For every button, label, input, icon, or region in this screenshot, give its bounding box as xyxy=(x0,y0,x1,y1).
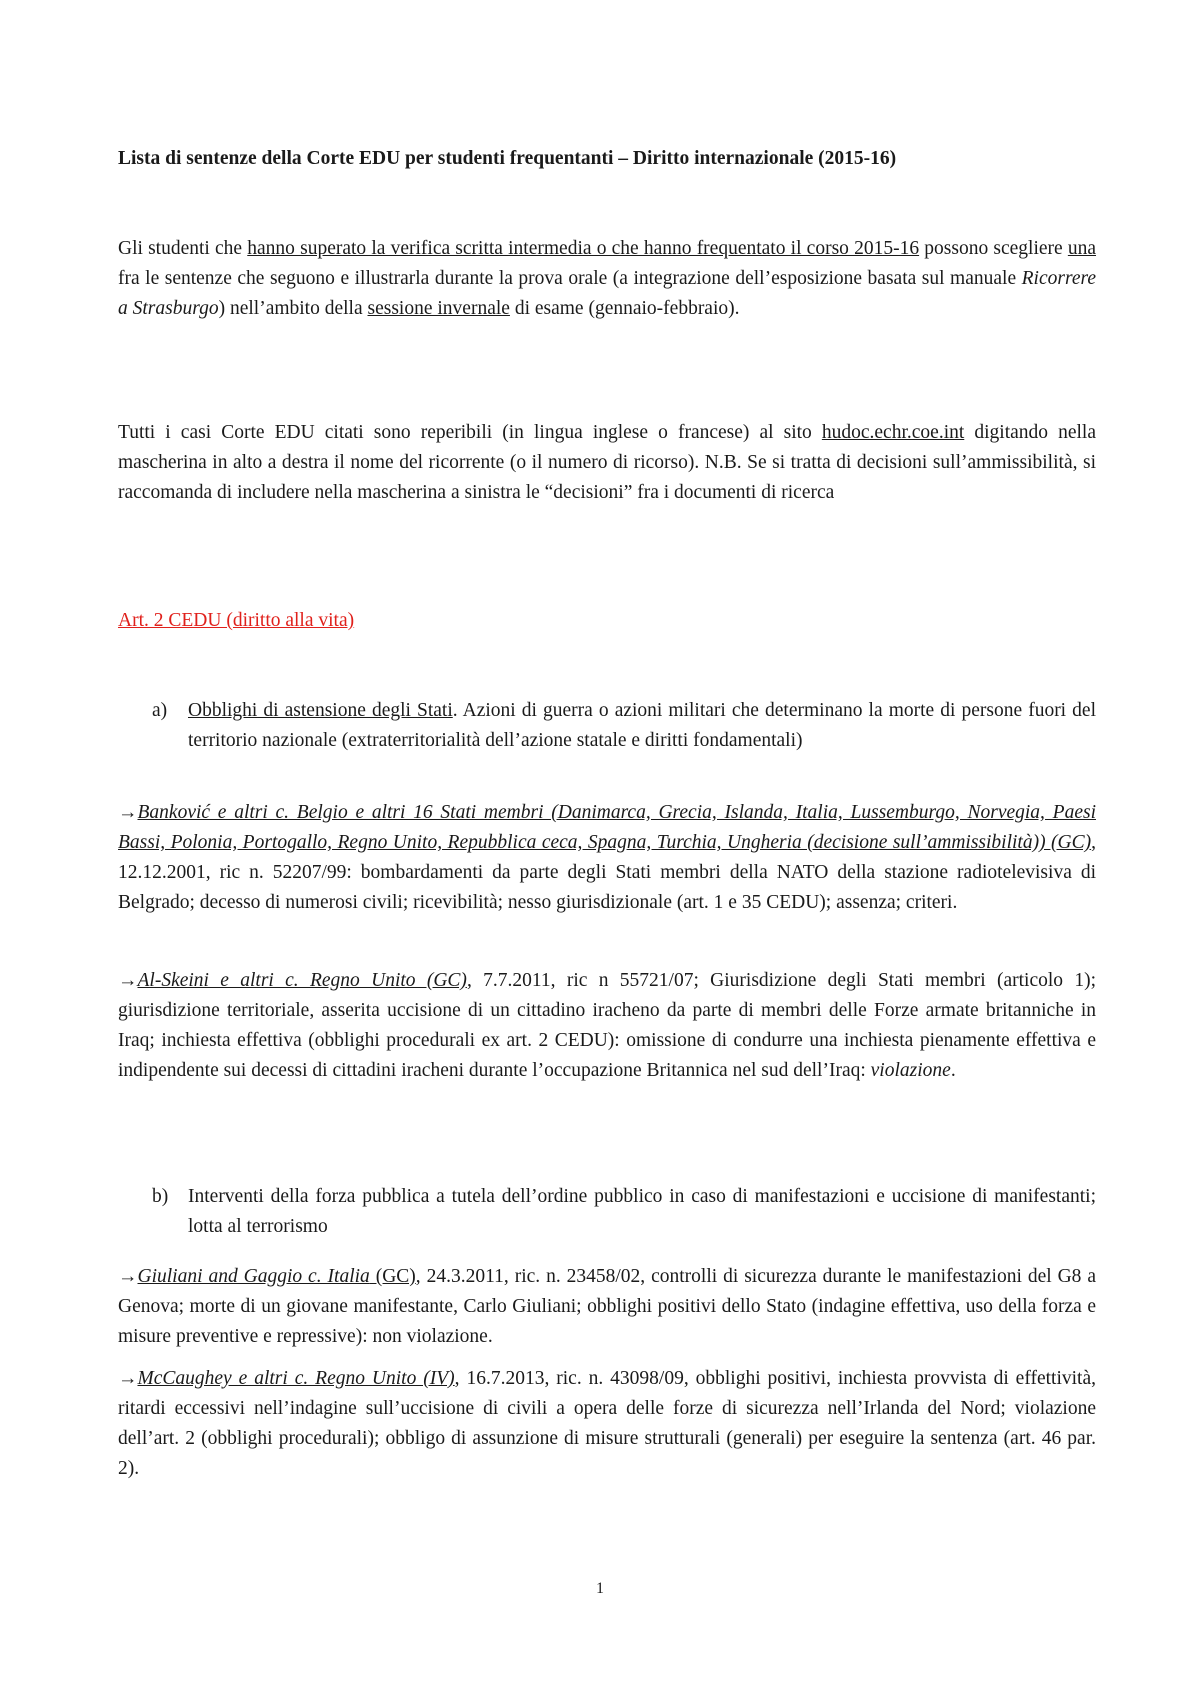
text: . Azioni di guerra o azioni militari che determinano la morte di persone fuori del territorio nazionale (extraterritorialità dell’azione statale e diritti fondamentali) xyxy=(188,700,1096,751)
list-item-text: Interventi della forza pubblica a tutela dell’ordine pubblico in caso di manifestazioni e uccisione di manifestanti; lotta al terrorismo xyxy=(188,1186,1096,1237)
hudoc-link[interactable]: hudoc.echr.coe.int xyxy=(821,422,965,443)
case-entry xyxy=(118,966,1096,1086)
case-chamber: (GC) xyxy=(369,1266,416,1287)
underlined-text: una xyxy=(1067,238,1097,259)
book-title: Ricorrere a Strasburgo xyxy=(118,268,1096,319)
arrow-icon: → xyxy=(118,970,138,991)
case-name: McCaughey e altri c. Regno Unito (IV) xyxy=(137,1368,455,1389)
case-name xyxy=(138,1266,416,1287)
text: Gli studenti che xyxy=(118,238,248,259)
arrow-icon: → xyxy=(118,802,138,823)
page-title: Lista di sentenze della Corte EDU per studenti frequentanti – Diritto internazionale (2015-16) xyxy=(118,148,897,169)
verdict: violazione xyxy=(870,1060,951,1081)
list-item-b xyxy=(118,1182,1096,1242)
case-name: Banković e altri c. Belgio e altri 16 Stati membri (Danimarca, Grecia, Islanda, Italia, Lussemburgo, Norvegia, Paesi Bassi, Polonia, Portogallo, Regno Unito, Repubblica ceca, Spagna, Turchia, Ungheria (decisione sull’ammissibilità)) (GC) xyxy=(118,802,1096,853)
list-item-text xyxy=(188,696,1096,756)
underlined-text: hanno superato la verifica scritta intermedia o che hanno frequentato il corso 2015-16 xyxy=(247,238,920,259)
text: possono scegliere xyxy=(919,238,1068,259)
list-marker: a) xyxy=(152,700,168,721)
text: digitando nella mascherina in alto a destra il nome del ricorrente (o il numero di ricorso). N.B. Se si tratta di decisioni sull’ammissibilità, si raccomanda di includere nella mascherina a sinistra le “decisioni” fra i documenti di ricerca xyxy=(118,422,1096,503)
text: fra le sentenze che seguono e illustrarla durante la prova orale (a integrazione dell’esposizione basata sul manuale xyxy=(118,268,1022,289)
case-name: Al-Skeini e altri c. Regno Unito (GC) xyxy=(137,970,467,991)
text: ) nell’ambito della xyxy=(218,298,368,319)
list-marker: b) xyxy=(152,1186,169,1207)
text: di esame (gennaio-febbraio). xyxy=(509,298,740,319)
text: Tutti i casi Corte EDU citati sono reperibili (in lingua inglese o francese) al sito xyxy=(118,422,822,443)
intro-paragraph-1 xyxy=(118,234,1096,324)
case-name-text: Giuliani and Gaggio c. Italia xyxy=(137,1266,370,1287)
intro-paragraph-2 xyxy=(118,418,1096,508)
case-details: , 7.7.2011, ric n 55721/07; Giurisdizione degli Stati membri (articolo 1); giurisdizione territoriale, asserita uccisione di un cittadino iracheno da parte di membri delle Forze armate britanniche in Iraq; inchiesta effettiva (obblighi procedurali ex art. 2 CEDU): omissione di condurre una inchiesta pienamente effettiva e indipendente sui decessi di cittadini iracheni durante l’occupazione Britannica nel sud dell’Iraq: xyxy=(118,970,1096,1081)
case-entry xyxy=(118,1262,1096,1352)
text: . xyxy=(950,1060,956,1081)
case-details: , 12.12.2001, ric n. 52207/99: bombardamenti da parte degli Stati membri della NATO della stazione radiotelevisiva di Belgrado; decesso di numerosi civili; ricevibilità; nesso giurisdizionale (art. 1 e 35 CEDU); assenza; criteri. xyxy=(118,832,1096,913)
arrow-icon: → xyxy=(118,1266,138,1287)
underlined-text: Obblighi di astensione degli Stati xyxy=(188,700,453,721)
section-heading: Art. 2 CEDU (diritto alla vita) xyxy=(118,610,355,631)
list-item-a xyxy=(118,696,1096,756)
page-number: 1 xyxy=(596,1580,604,1597)
case-details: , 16.7.2013, ric. n. 43098/09, obblighi positivi, inchiesta provvista di effettività, ritardi eccessivi nell’indagine sull’uccisione di civili a opera delle forze di sicurezza nell’Irlanda del Nord; violazione dell’art. 2 (obblighi procedurali); obbligo di assunzione di misure strutturali (generali) per eseguire la sentenza (art. 46 par. 2). xyxy=(118,1368,1096,1479)
case-entry xyxy=(118,798,1096,918)
case-entry xyxy=(118,1364,1096,1484)
arrow-icon: → xyxy=(118,1368,138,1389)
case-details: , 24.3.2011, ric. n. 23458/02, controlli di sicurezza durante le manifestazioni del G8 a Genova; morte di un giovane manifestante, Carlo Giuliani; obblighi positivi dello Stato (indagine effettiva, uso della forza e misure preventive e repressive): non violazione. xyxy=(118,1266,1097,1347)
underlined-text: sessione invernale xyxy=(367,298,510,319)
